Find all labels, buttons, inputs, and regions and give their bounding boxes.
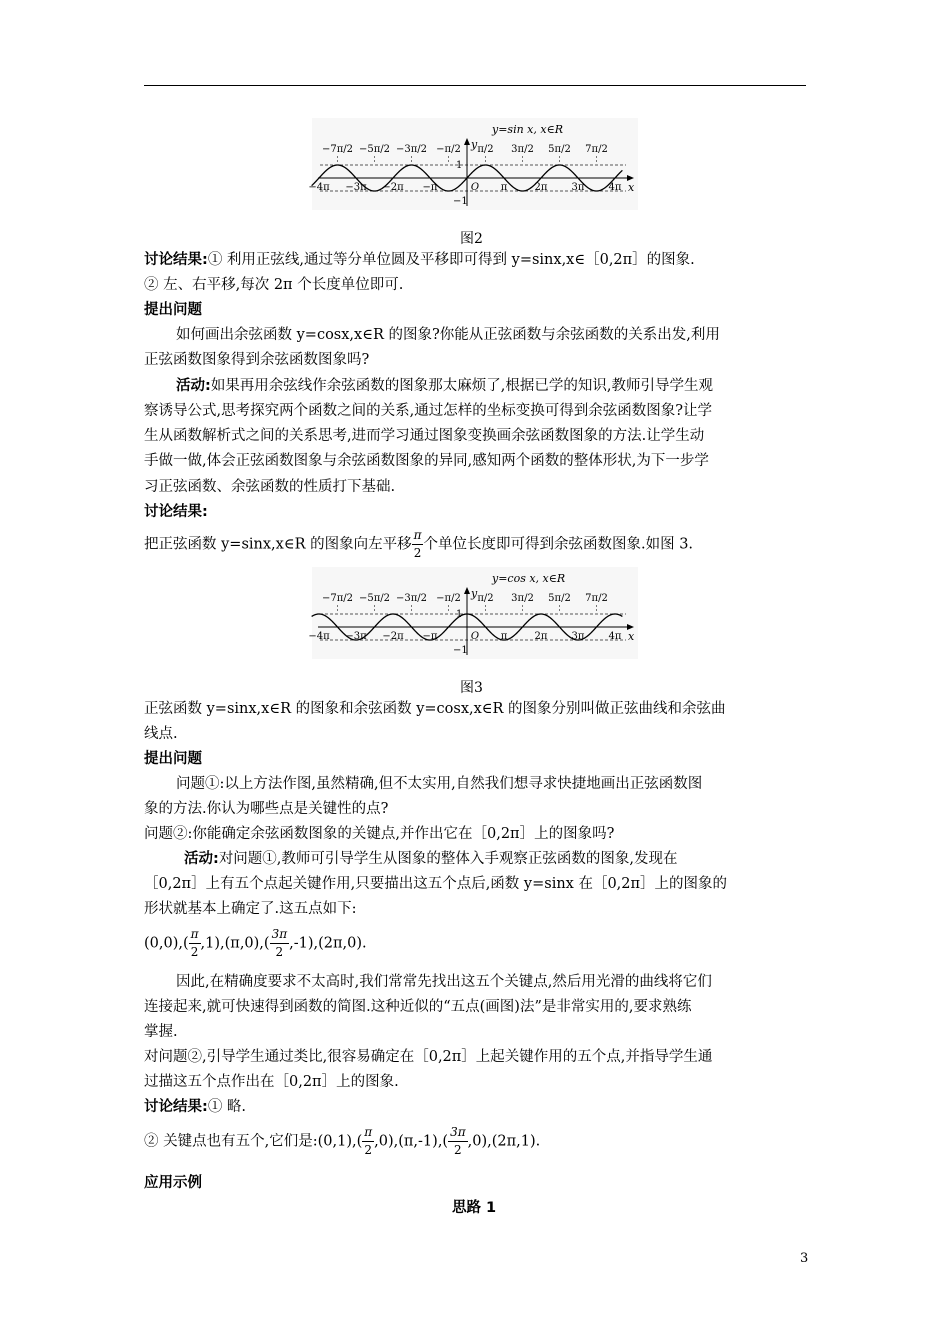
summary-line: 掌握. xyxy=(144,1024,178,1040)
f3-bottom-tick-label: π xyxy=(500,631,508,642)
f2-bottom-tick-label: O xyxy=(470,182,480,193)
f3-bottom-tick-label: 2π xyxy=(534,631,548,642)
svg-text:y: y xyxy=(471,587,478,600)
summary-line: 过描这五个点作出在［0,2π］上的图象. xyxy=(144,1074,399,1090)
result-2-label: 讨论结果: xyxy=(144,504,208,520)
f2-bottom-tick-label: 2π xyxy=(534,182,548,193)
f2-bottom-tick-label: 4π xyxy=(608,182,622,193)
f3-bottom-tick-label: −π xyxy=(422,631,438,642)
f3-bottom-tick-label: O xyxy=(470,631,480,642)
svg-text:−1: −1 xyxy=(453,196,468,207)
fraction-pi-over-2: $\frac{\pi}{2}$ xyxy=(413,528,422,560)
summary-line: 连接起来,就可快速得到函数的简图.这种近似的“五点(画图)法”是非常实用的,要求熟练 xyxy=(144,999,692,1015)
svg-text:y: y xyxy=(471,138,478,151)
f3-top-tick-label: 5π/2 xyxy=(548,593,571,604)
question-2-line: 象的方法.你认为哪些点是关键性的点? xyxy=(144,801,389,817)
question-1-line: 如何画出余弦函数 y=cosx,x∈R 的图象?你能从正弦函数与余弦函数的关系出发,利用 xyxy=(176,327,720,343)
f2-top-tick-label: −7π/2 xyxy=(321,144,354,155)
question-2-line: 问题②:你能确定余弦函数图象的关键点,并作出它在［0,2π］上的图象吗? xyxy=(144,826,615,842)
f2-top-tick-label: −π/2 xyxy=(436,144,461,155)
f2-bottom-tick-label: π xyxy=(500,182,508,193)
svg-text:x: x xyxy=(628,181,635,194)
result-3: 讨论结果:① 略. xyxy=(144,1099,247,1115)
f3-bottom-tick-label: −4π xyxy=(308,631,330,642)
f2-bottom-tick-label: −π xyxy=(422,182,438,193)
f2-top-tick-label: 7π/2 xyxy=(585,144,608,155)
summary-line: 因此,在精确度要求不太高时,我们常常先找出这五个关键点,然后用光滑的曲线将它们 xyxy=(176,974,712,990)
figure-3-caption: 图3 xyxy=(460,680,483,696)
question-1-line: 正弦函数图象得到余弦函数图象吗? xyxy=(144,352,370,368)
activity-1-line: 手做一做,体会正弦函数图象与余弦函数图象的异同,感知两个函数的整体形状,为下一步学 xyxy=(144,453,709,469)
heading-question-2: 提出问题 xyxy=(144,751,202,767)
activity-2-line: 形状就基本上确定了.这五点如下: xyxy=(144,901,357,917)
heading-idea-1: 思路 1 xyxy=(452,1200,497,1216)
activity-1-line: 察诱导公式,思考探究两个函数之间的关系,通过怎样的坐标变换可得到余弦函数图象?让学 xyxy=(144,403,712,419)
f2-top-tick-label: −5π/2 xyxy=(358,144,391,155)
activity-1-line: 习正弦函数、余弦函数的性质打下基础. xyxy=(144,479,396,495)
header-rule xyxy=(144,85,806,86)
f2-bottom-tick-label: −3π xyxy=(345,182,367,193)
svg-text:x: x xyxy=(628,630,635,643)
f3-top-tick-label: 7π/2 xyxy=(585,593,608,604)
result-1: 讨论结果:① 利用正弦线,通过等分单位圆及平移即可得到 y=sinx,x∈［0,2π］的图象. xyxy=(144,252,695,268)
f3-top-tick-label: −3π/2 xyxy=(395,593,428,604)
conclusion-line: 正弦函数 y=sinx,x∈R 的图象和余弦函数 y=cosx,x∈R 的图象分别叫做正弦曲线和余弦曲 xyxy=(144,701,726,717)
svg-text:1: 1 xyxy=(456,609,463,620)
heading-examples: 应用示例 xyxy=(144,1175,202,1191)
conclusion-line: 线点. xyxy=(144,726,178,742)
activity-2-line: ［0,2π］上有五个点起关键作用,只要描出这五个点后,函数 y=sinx 在［0,2π］上的图象的 xyxy=(144,876,728,892)
f3-bottom-tick-label: −2π xyxy=(382,631,404,642)
figure-2-func-label: y=sin x, x∈R xyxy=(492,123,564,136)
figure-3-cosine-graph xyxy=(308,567,638,659)
f2-bottom-tick-label: −4π xyxy=(308,182,330,193)
svg-text:1: 1 xyxy=(456,160,463,171)
f2-bottom-tick-label: −2π xyxy=(382,182,404,193)
f3-bottom-tick-label: 3π xyxy=(571,631,585,642)
figure-3-func-label: y=cos x, x∈R xyxy=(492,572,566,585)
f2-top-tick-label: −3π/2 xyxy=(395,144,428,155)
question-2-line: 问题①:以上方法作图,虽然精确,但不太实用,自然我们想寻求快捷地画出正弦函数图 xyxy=(176,776,703,792)
f2-top-tick-label: 3π/2 xyxy=(511,144,534,155)
f2-bottom-tick-label: 3π xyxy=(571,182,585,193)
f3-top-tick-label: 3π/2 xyxy=(511,593,534,604)
result-1-line2: ② 左、右平移,每次 2π 个长度单位即可. xyxy=(144,277,404,293)
five-points-sine: (0,0),( $\frac{\pi}{2}$ ,1),(π,0),( $\frac{3\pi}{2}$ ,-1),(2π,0). xyxy=(144,927,367,959)
activity-1-line: 生从函数解析式之间的关系思考,进而学习通过图象变换画余弦函数图象的方法.让学生动 xyxy=(144,428,705,444)
f2-top-tick-label: π/2 xyxy=(477,144,494,155)
f3-top-tick-label: −7π/2 xyxy=(321,593,354,604)
f3-top-tick-label: −5π/2 xyxy=(358,593,391,604)
f3-top-tick-label: −π/2 xyxy=(436,593,461,604)
summary-line: 对问题②,引导学生通过类比,很容易确定在［0,2π］上起关键作用的五个点,并指导学生通 xyxy=(144,1049,713,1065)
f3-bottom-tick-label: 4π xyxy=(608,631,622,642)
result-2: 把正弦函数 y=sinx,x∈R 的图象向左平移 $\frac{\pi}{2}$ 个单位长度即可得到余弦函数图象.如图 3. xyxy=(144,528,694,560)
activity-2: 活动:对问题①,教师可引导学生从图象的整体入手观察正弦函数的图象,发现在 xyxy=(184,851,678,867)
svg-text:−1: −1 xyxy=(453,645,468,656)
figure-2-sine-graph xyxy=(308,118,638,210)
page-number: 3 xyxy=(800,1251,809,1266)
f3-bottom-tick-label: −3π xyxy=(345,631,367,642)
f3-top-tick-label: π/2 xyxy=(477,593,494,604)
f2-top-tick-label: 5π/2 xyxy=(548,144,571,155)
heading-question-1: 提出问题 xyxy=(144,302,202,318)
figure-2-caption: 图2 xyxy=(460,231,483,247)
activity-1: 活动:如果再用余弦线作余弦函数的图象那太麻烦了,根据已学的知识,教师引导学生观 xyxy=(176,378,714,394)
five-points-cosine: ② 关键点也有五个,它们是:(0,1),( $\frac{\pi}{2}$ ,0),(π,-1),( $\frac{3\pi}{2}$ ,0),(2π,1). xyxy=(144,1125,541,1157)
